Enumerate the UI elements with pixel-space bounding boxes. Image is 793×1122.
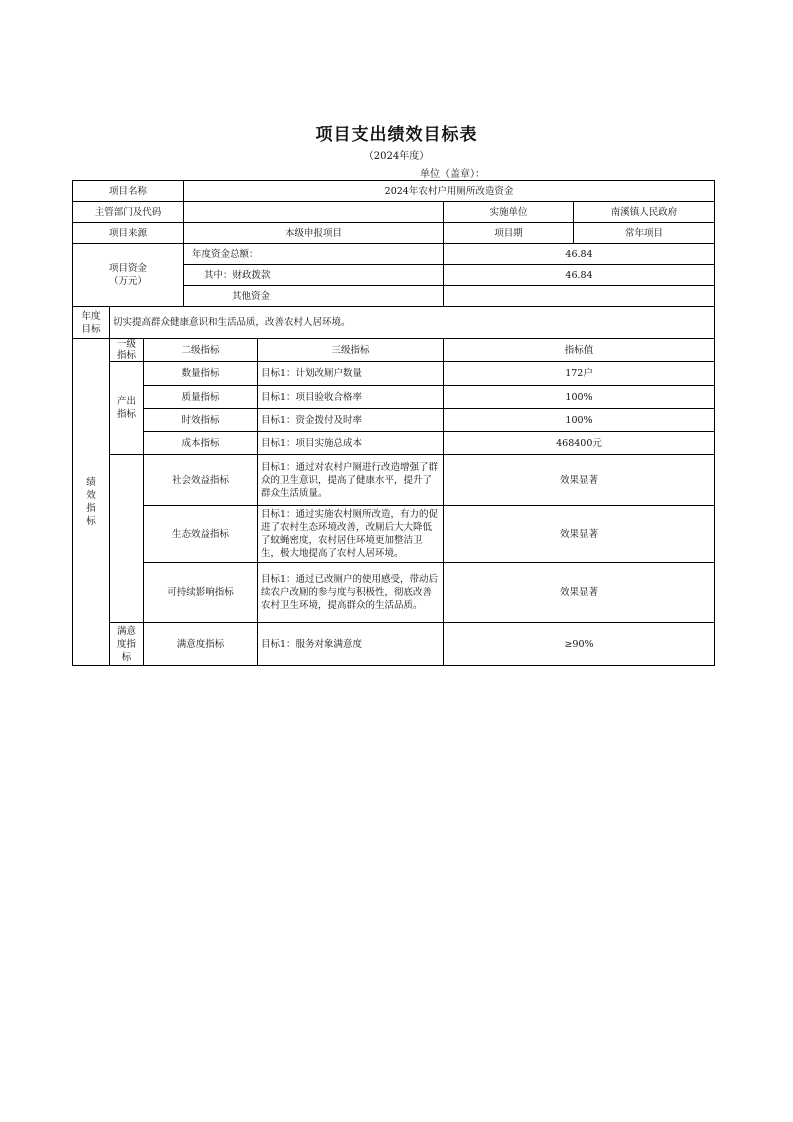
output-level2: 时效指标 xyxy=(144,409,258,432)
perf-label xyxy=(73,339,110,666)
output-level3: 目标1：计划改厕户数量 xyxy=(258,362,444,386)
performance-table xyxy=(72,180,715,666)
funds-other-label: 其他资金 xyxy=(184,286,444,307)
benefit-value: 效果显著 xyxy=(444,563,715,623)
benefit-value: 效果显著 xyxy=(444,506,715,563)
output-level3: 目标1：项目验收合格率 xyxy=(258,386,444,409)
benefit-level3: 目标1：通过已改厕户的使用感受，带动后续农户改厕的参与度与积极性，彻底改善农村卫生环境，提高群众的生活品质。 xyxy=(258,563,444,623)
benefit-value: 效果显著 xyxy=(444,455,715,506)
annual-goal-text: 切实提高群众健康意识和生活品质，改善农村人居环境。 xyxy=(110,307,715,339)
annual-goal-label xyxy=(73,307,110,339)
perf-label-char: 标 xyxy=(86,516,96,527)
output-level2: 成本指标 xyxy=(144,432,258,455)
benefit-label xyxy=(110,455,144,623)
funds-total-value: 46.84 xyxy=(444,244,715,265)
funds-fiscal-label: 其中：财政拨款 xyxy=(184,265,444,286)
output-label-line2: 指标 xyxy=(116,409,136,420)
year-label: （2024年度） xyxy=(363,151,430,162)
output-value: 468400元 xyxy=(444,432,715,455)
header-level2: 二级指标 xyxy=(144,339,258,362)
output-value: 100% xyxy=(444,386,715,409)
header-level3: 三级指标 xyxy=(258,339,444,362)
period-value: 常年项目 xyxy=(574,223,715,244)
benefit-level2: 可持续影响指标 xyxy=(144,563,258,623)
header-value: 指标值 xyxy=(444,339,715,362)
satisfaction-label xyxy=(110,623,144,666)
dept-value xyxy=(184,202,444,223)
dept-label: 主管部门及代码 xyxy=(73,202,184,223)
header-level1-line2: 指标 xyxy=(116,350,136,361)
funds-label-line2: （万元） xyxy=(109,276,148,287)
benefit-level2: 社会效益指标 xyxy=(144,455,258,506)
perf-label-char: 绩 xyxy=(86,477,96,488)
output-level3: 目标1：资金拨付及时率 xyxy=(258,409,444,432)
project-name-label: 项目名称 xyxy=(73,181,184,202)
funds-label-line1: 项目资金 xyxy=(109,263,148,274)
output-level2: 质量指标 xyxy=(144,386,258,409)
header-level1 xyxy=(110,339,144,362)
output-level3: 目标1：项目实施总成本 xyxy=(258,432,444,455)
page-title: 项目支出绩效目标表 xyxy=(315,125,478,145)
satisfaction-label-line: 满意 xyxy=(116,625,136,637)
output-label xyxy=(110,362,144,455)
funds-other-value xyxy=(444,286,715,307)
unit-label: 单位（盖章）： xyxy=(420,169,485,180)
annual-goal-label-line1: 年度 xyxy=(81,310,101,322)
header-level1-line1: 一级 xyxy=(116,339,136,350)
impl-unit-value: 南溪镇人民政府 xyxy=(574,202,715,223)
benefit-level3: 目标1：通过对农村户厕进行改造增强了群众的卫生意识，提高了健康水平，提升了群众生活质量。 xyxy=(258,455,444,506)
impl-unit-label: 实施单位 xyxy=(444,202,574,223)
output-level2: 数量指标 xyxy=(144,362,258,386)
output-value: 100% xyxy=(444,409,715,432)
funds-label xyxy=(73,244,184,307)
satisfaction-level2: 满意度指标 xyxy=(144,623,258,666)
satisfaction-level3: 目标1：服务对象满意度 xyxy=(258,623,444,666)
funds-fiscal-value: 46.84 xyxy=(444,265,715,286)
benefit-level3: 目标1：通过实施农村厕所改造，有力的促进了农村生态环境改善，改厕后大大降低了蚊蝇密度，农村居住环境更加整洁卫生，极大地提高了农村人居环境。 xyxy=(258,506,444,563)
period-label: 项目期 xyxy=(444,223,574,244)
output-value: 172户 xyxy=(444,362,715,386)
project-name-value: 2024年农村户用厕所改造资金 xyxy=(184,181,715,202)
perf-label-char: 指 xyxy=(86,503,96,514)
satisfaction-value: ≥90% xyxy=(444,623,715,666)
satisfaction-label-line: 标 xyxy=(121,651,132,663)
funds-total-label: 年度资金总额： xyxy=(184,244,444,265)
perf-label-char: 效 xyxy=(86,490,96,501)
satisfaction-label-line: 度指 xyxy=(116,638,136,650)
output-label-line1: 产出 xyxy=(116,396,136,407)
source-label: 项目来源 xyxy=(73,223,184,244)
source-value: 本级申报项目 xyxy=(184,223,444,244)
annual-goal-label-line2: 目标 xyxy=(81,323,101,335)
benefit-level2: 生态效益指标 xyxy=(144,506,258,563)
